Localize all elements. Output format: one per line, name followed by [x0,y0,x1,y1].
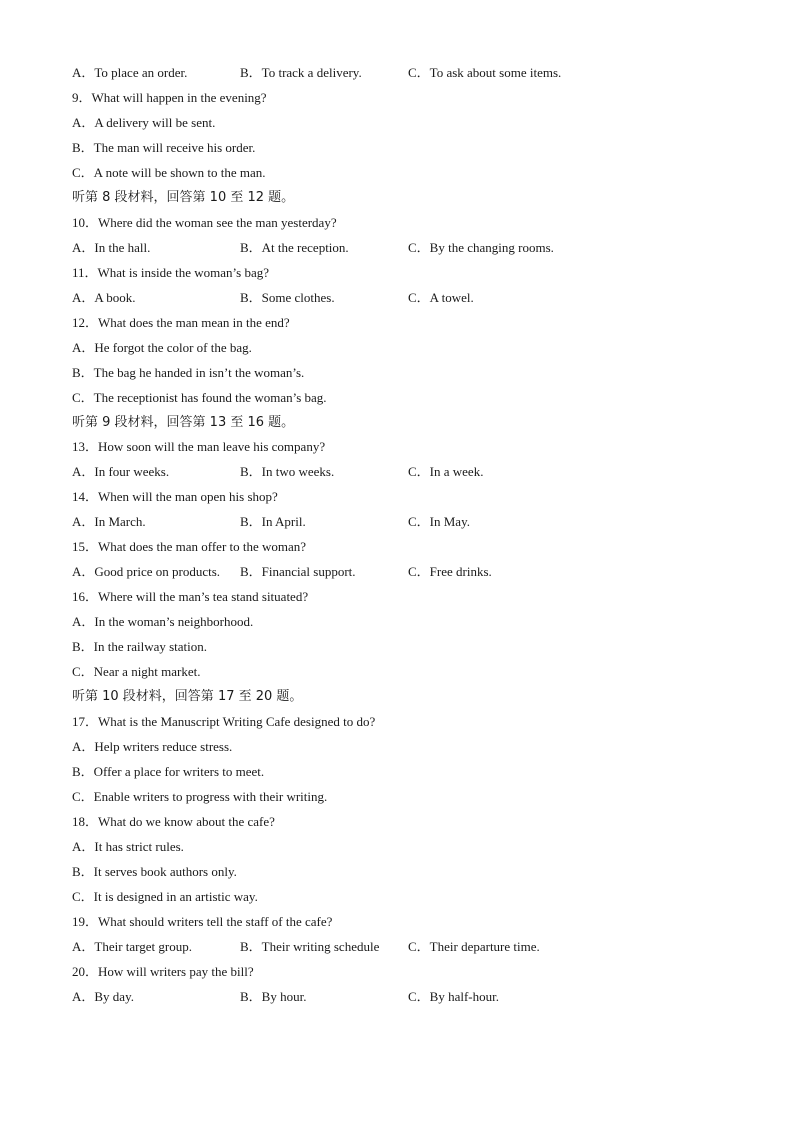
q9-stem: 9．What will happen in the evening? [72,90,267,105]
q20-option-a: A．By day. [72,989,134,1004]
q16-stem: 16．Where will the man’s tea stand situated? [72,589,309,604]
section-header-10: 听第 10 段材料，回答第 17 至 20 题。 [72,689,303,704]
q10-option-b: B．At the reception. [240,240,349,255]
q10-option-a: A．In the hall. [72,240,151,255]
q12-option-b: B．The bag he handed in isn’t the woman’s. [72,365,305,380]
q14-option-b: B．In April. [240,514,306,529]
q14-option-a: A．In March. [72,514,146,529]
q12-option-c: C．The receptionist has found the woman’s bag. [72,390,327,405]
q18-option-b: B．It serves book authors only. [72,864,237,879]
q17-option-c: C．Enable writers to progress with their writing. [72,789,328,804]
q16-option-c: C．Near a night market. [72,664,201,679]
q9-option-b: B．The man will receive his order. [72,140,256,155]
q16-option-b: B．In the railway station. [72,639,208,654]
q19-option-b: B．Their writing schedule [240,939,380,954]
q19-option-c: C．Their departure time. [408,939,540,954]
q13-stem: 13．How soon will the man leave his company? [72,439,326,454]
q17-option-a: A．Help writers reduce stress. [72,739,233,754]
q11-option-a: A．A book. [72,290,136,305]
q14-option-c: C．In May. [408,514,470,529]
q12-option-a: A．He forgot the color of the bag. [72,340,252,355]
q13-option-a: A．In four weeks. [72,464,170,479]
q15-stem: 15．What does the man offer to the woman? [72,539,307,554]
q11-option-b: B．Some clothes. [240,290,335,305]
q19-stem: 19．What should writers tell the staff of the cafe? [72,914,333,929]
q10-option-c: C．By the changing rooms. [408,240,554,255]
q20-option-c: C．By half-hour. [408,989,499,1004]
q18-stem: 18．What do we know about the cafe? [72,814,275,829]
q20-stem: 20．How will writers pay the bill? [72,964,254,979]
q12-stem: 12．What does the man mean in the end? [72,315,290,330]
q18-option-a: A．It has strict rules. [72,839,184,854]
q8-option-a: A．To place an order. [72,65,188,80]
q11-stem: 11．What is inside the woman’s bag? [72,265,270,280]
section-header-8: 听第 8 段材料，回答第 10 至 12 题。 [72,190,295,205]
q8-option-b: B．To track a delivery. [240,65,362,80]
q17-stem: 17．What is the Manuscript Writing Cafe designed to do? [72,714,376,729]
q16-option-a: A．In the woman’s neighborhood. [72,614,254,629]
q20-option-b: B．By hour. [240,989,307,1004]
q19-option-a: A．Their target group. [72,939,192,954]
q15-option-c: C．Free drinks. [408,564,492,579]
q15-option-b: B．Financial support. [240,564,356,579]
q10-stem: 10．Where did the woman see the man yesterday? [72,215,337,230]
q15-option-a: A．Good price on products. [72,564,221,579]
q9-option-a: A．A delivery will be sent. [72,115,216,130]
q11-option-c: C．A towel. [408,290,474,305]
q17-option-b: B．Offer a place for writers to meet. [72,764,265,779]
q13-option-c: C．In a week. [408,464,484,479]
q8-option-c: C．To ask about some items. [408,65,562,80]
q14-stem: 14．When will the man open his shop? [72,489,278,504]
q18-option-c: C．It is designed in an artistic way. [72,889,258,904]
q9-option-c: C．A note will be shown to the man. [72,165,266,180]
q13-option-b: B．In two weeks. [240,464,335,479]
section-header-9: 听第 9 段材料，回答第 13 至 16 题。 [72,415,295,430]
